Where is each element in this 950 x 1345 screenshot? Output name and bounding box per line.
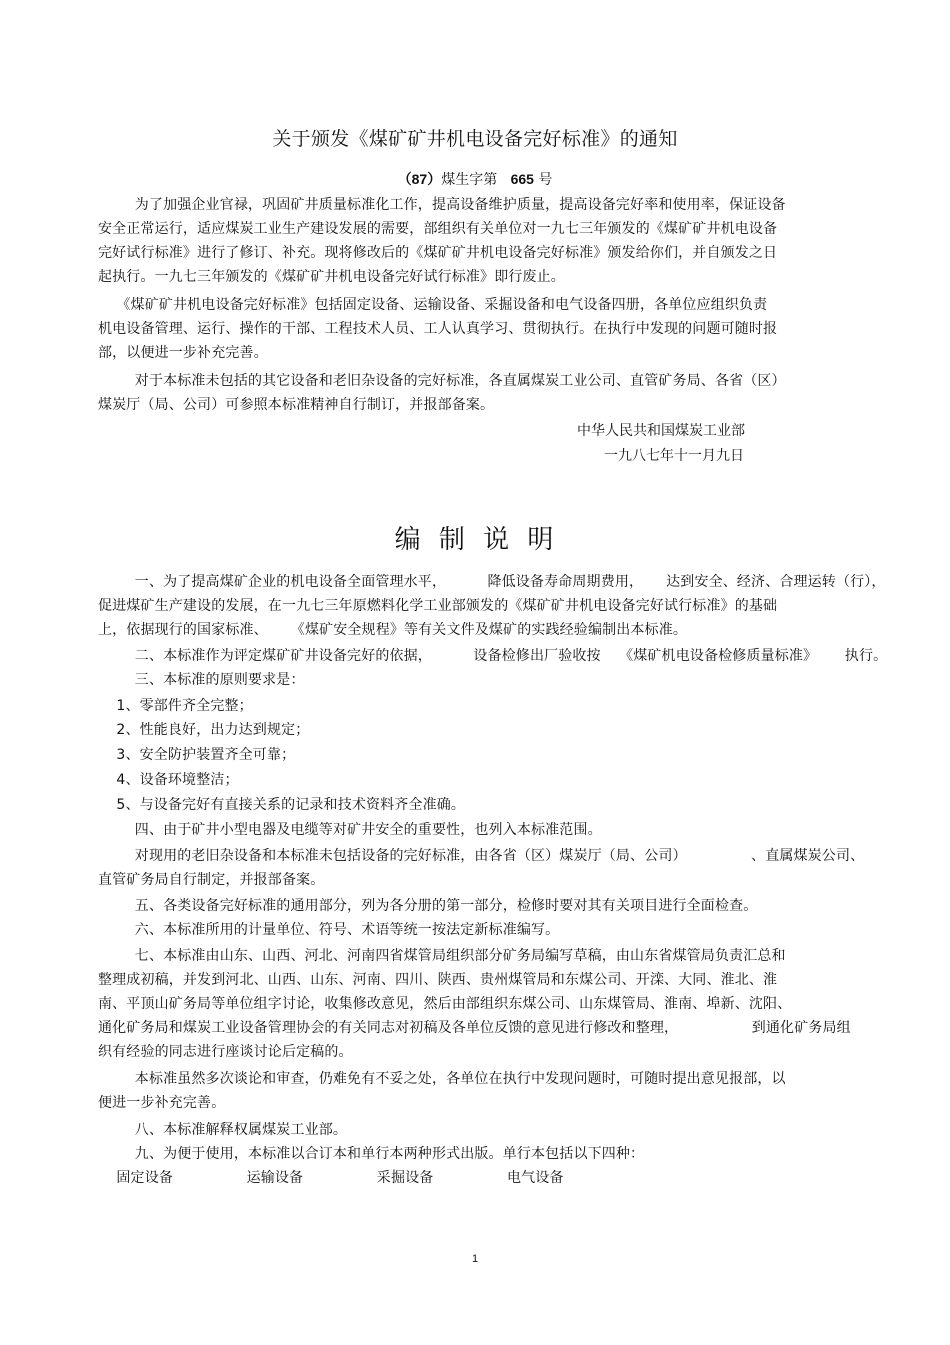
explanation-line: 七、本标准由山东、山西、河北、河南四省煤管局组织部分矿务局编写草稿，由山东省煤管局负责汇总和 — [98, 948, 786, 964]
issue-date: 一九八七年十一月九日 — [604, 448, 744, 464]
explanation-line: 一、为了提高煤矿企业的机电设备全面管理水平， 降低设备寿命周期费用， 达到安全、经济、合理运转（行）， — [98, 574, 886, 590]
notice-line: 对于本标准未包括的其它设备和老旧杂设备的完好标准，各直属煤炭工业公司、直管矿务局、各省（区） — [98, 373, 786, 389]
notice-line: 机电设备管理、运行、操作的干部、工程技术人员、工人认真学习、贯彻执行。在执行中发现的问题可随时报 — [98, 321, 778, 337]
document-number — [0, 169, 950, 190]
explanation-line: 二、本标准作为评定煤矿矿井设备完好的依据， 设备检修出厂验收按 《煤矿机电设备检修质量标准》 执行。 — [98, 648, 888, 664]
explanation-line: 便进一步补充完善。 — [98, 1095, 226, 1111]
explanation-line: 2、性能良好，出力达到规定； — [98, 722, 310, 738]
number-prefix: （87） — [397, 171, 442, 187]
explanation-line: 3、安全防护装置齐全可靠； — [98, 747, 296, 763]
explanation-line: 南、平顶山矿务局等单位组字讨论，收集修改意见，然后由部组织东煤公司、山东煤管局、淮南、埠新、沈阳、 — [98, 996, 792, 1012]
explanation-line: 织有经验的同志进行座谈讨论后定稿的。 — [98, 1044, 353, 1060]
notice-line: 完好试行标准》进行了修订、补充。现将修改后的《煤矿矿井机电设备完好标准》颁发给你们，并自颁发之日 — [98, 245, 778, 261]
notice-line: 部，以便进一步补充完善。 — [98, 345, 268, 361]
explanation-line: 1、零部件齐全完整； — [98, 698, 253, 714]
explanation-line: 对现用的老旧杂设备和本标准未包括设备的完好标准，由各省（区）煤炭厅（局、公司） 、直属煤炭公司、 — [98, 848, 865, 864]
explanation-line: 八、本标准解释权属煤炭工业部。 — [98, 1122, 348, 1138]
notice-line: 煤炭厅（局、公司）可参照本标准精神自行制订，并报部备案。 — [98, 397, 495, 413]
explanation-line: 整理成初稿，并发到河北、山西、山东、河南、四川、陕西、贵州煤管局和东煤公司、开滦、大同、淮北、淮 — [98, 972, 778, 988]
notice-line: 安全正常运行，适应煤炭工业生产建设发展的需要，部组织有关单位对一九七三年颁发的《煤矿矿井机电设备 — [98, 221, 778, 237]
explanation-line: 4、设备环境整洁； — [98, 772, 239, 788]
page-number: 1 — [471, 1253, 479, 1265]
explanation-line: 固定设备 运输设备 采掘设备 电气设备 — [98, 1170, 564, 1186]
explanation-line: 直管矿务局自行制定，并报部备案。 — [98, 872, 325, 888]
number-value: 665 — [510, 171, 534, 187]
explanation-line: 5、与设备完好有直接关系的记录和技术资料齐全准确。 — [98, 797, 466, 813]
notice-line: 《煤矿矿井机电设备完好标准》包括固定设备、运输设备、采掘设备和电气设备四册，各单位应组织负责 — [98, 297, 768, 313]
explanation-line: 促进煤矿生产建设的发展，在一九七三年原燃料化学工业部颁发的《煤矿矿井机电设备完好试行标准》的基础 — [98, 598, 778, 614]
explanation-line: 通化矿务局和煤炭工业设备管理协会的有关同志对初稿及各单位反馈的意见进行修改和整理， 到通化矿务局组 — [98, 1020, 851, 1036]
explanation-line: 五、各类设备完好标准的通用部分，列为各分册的第一部分，检修时要对其有关项目进行全面检查。 — [98, 898, 758, 914]
explanation-line: 九、为便于使用，本标准以合订本和单行本两种形式出版。单行本包括以下四种： — [98, 1146, 645, 1162]
issuer: 中华人民共和国煤炭工业部 — [577, 423, 745, 439]
section-title: 编 制 说 明 — [394, 525, 556, 555]
notice-line: 为了加强企业官禄，巩固矿井质量标准化工作，提高设备维护质量，提高设备完好率和使用率，保证设备 — [98, 197, 786, 213]
explanation-line: 本标准虽然多次谈论和审查，仍难免有不妥之处，各单位在执行中发现问题时，可随时提出意见报部，以 — [98, 1071, 786, 1087]
notice-line: 起执行。一九七三年颁发的《煤矿矿井机电设备完好试行标准》即行废止。 — [98, 269, 565, 285]
notice-title: 关于颁发《煤矿矿井机电设备完好标准》的通知 — [272, 128, 678, 150]
explanation-line: 六、本标准所用的计量单位、符号、术语等统一按法定新标准编写。 — [98, 922, 560, 938]
number-suffix: 号 — [538, 172, 553, 188]
number-mid: 煤生字第 — [441, 172, 498, 188]
explanation-line: 四、由于矿井小型电器及电缆等对矿井安全的重要性，也列入本标准范围。 — [98, 822, 602, 838]
explanation-line: 上，依据现行的国家标准、 《煤矿安全规程》等有关文件及煤矿的实践经验编制出本标准。 — [98, 622, 687, 638]
explanation-line: 三、本标准的原则要求是： — [98, 672, 305, 688]
